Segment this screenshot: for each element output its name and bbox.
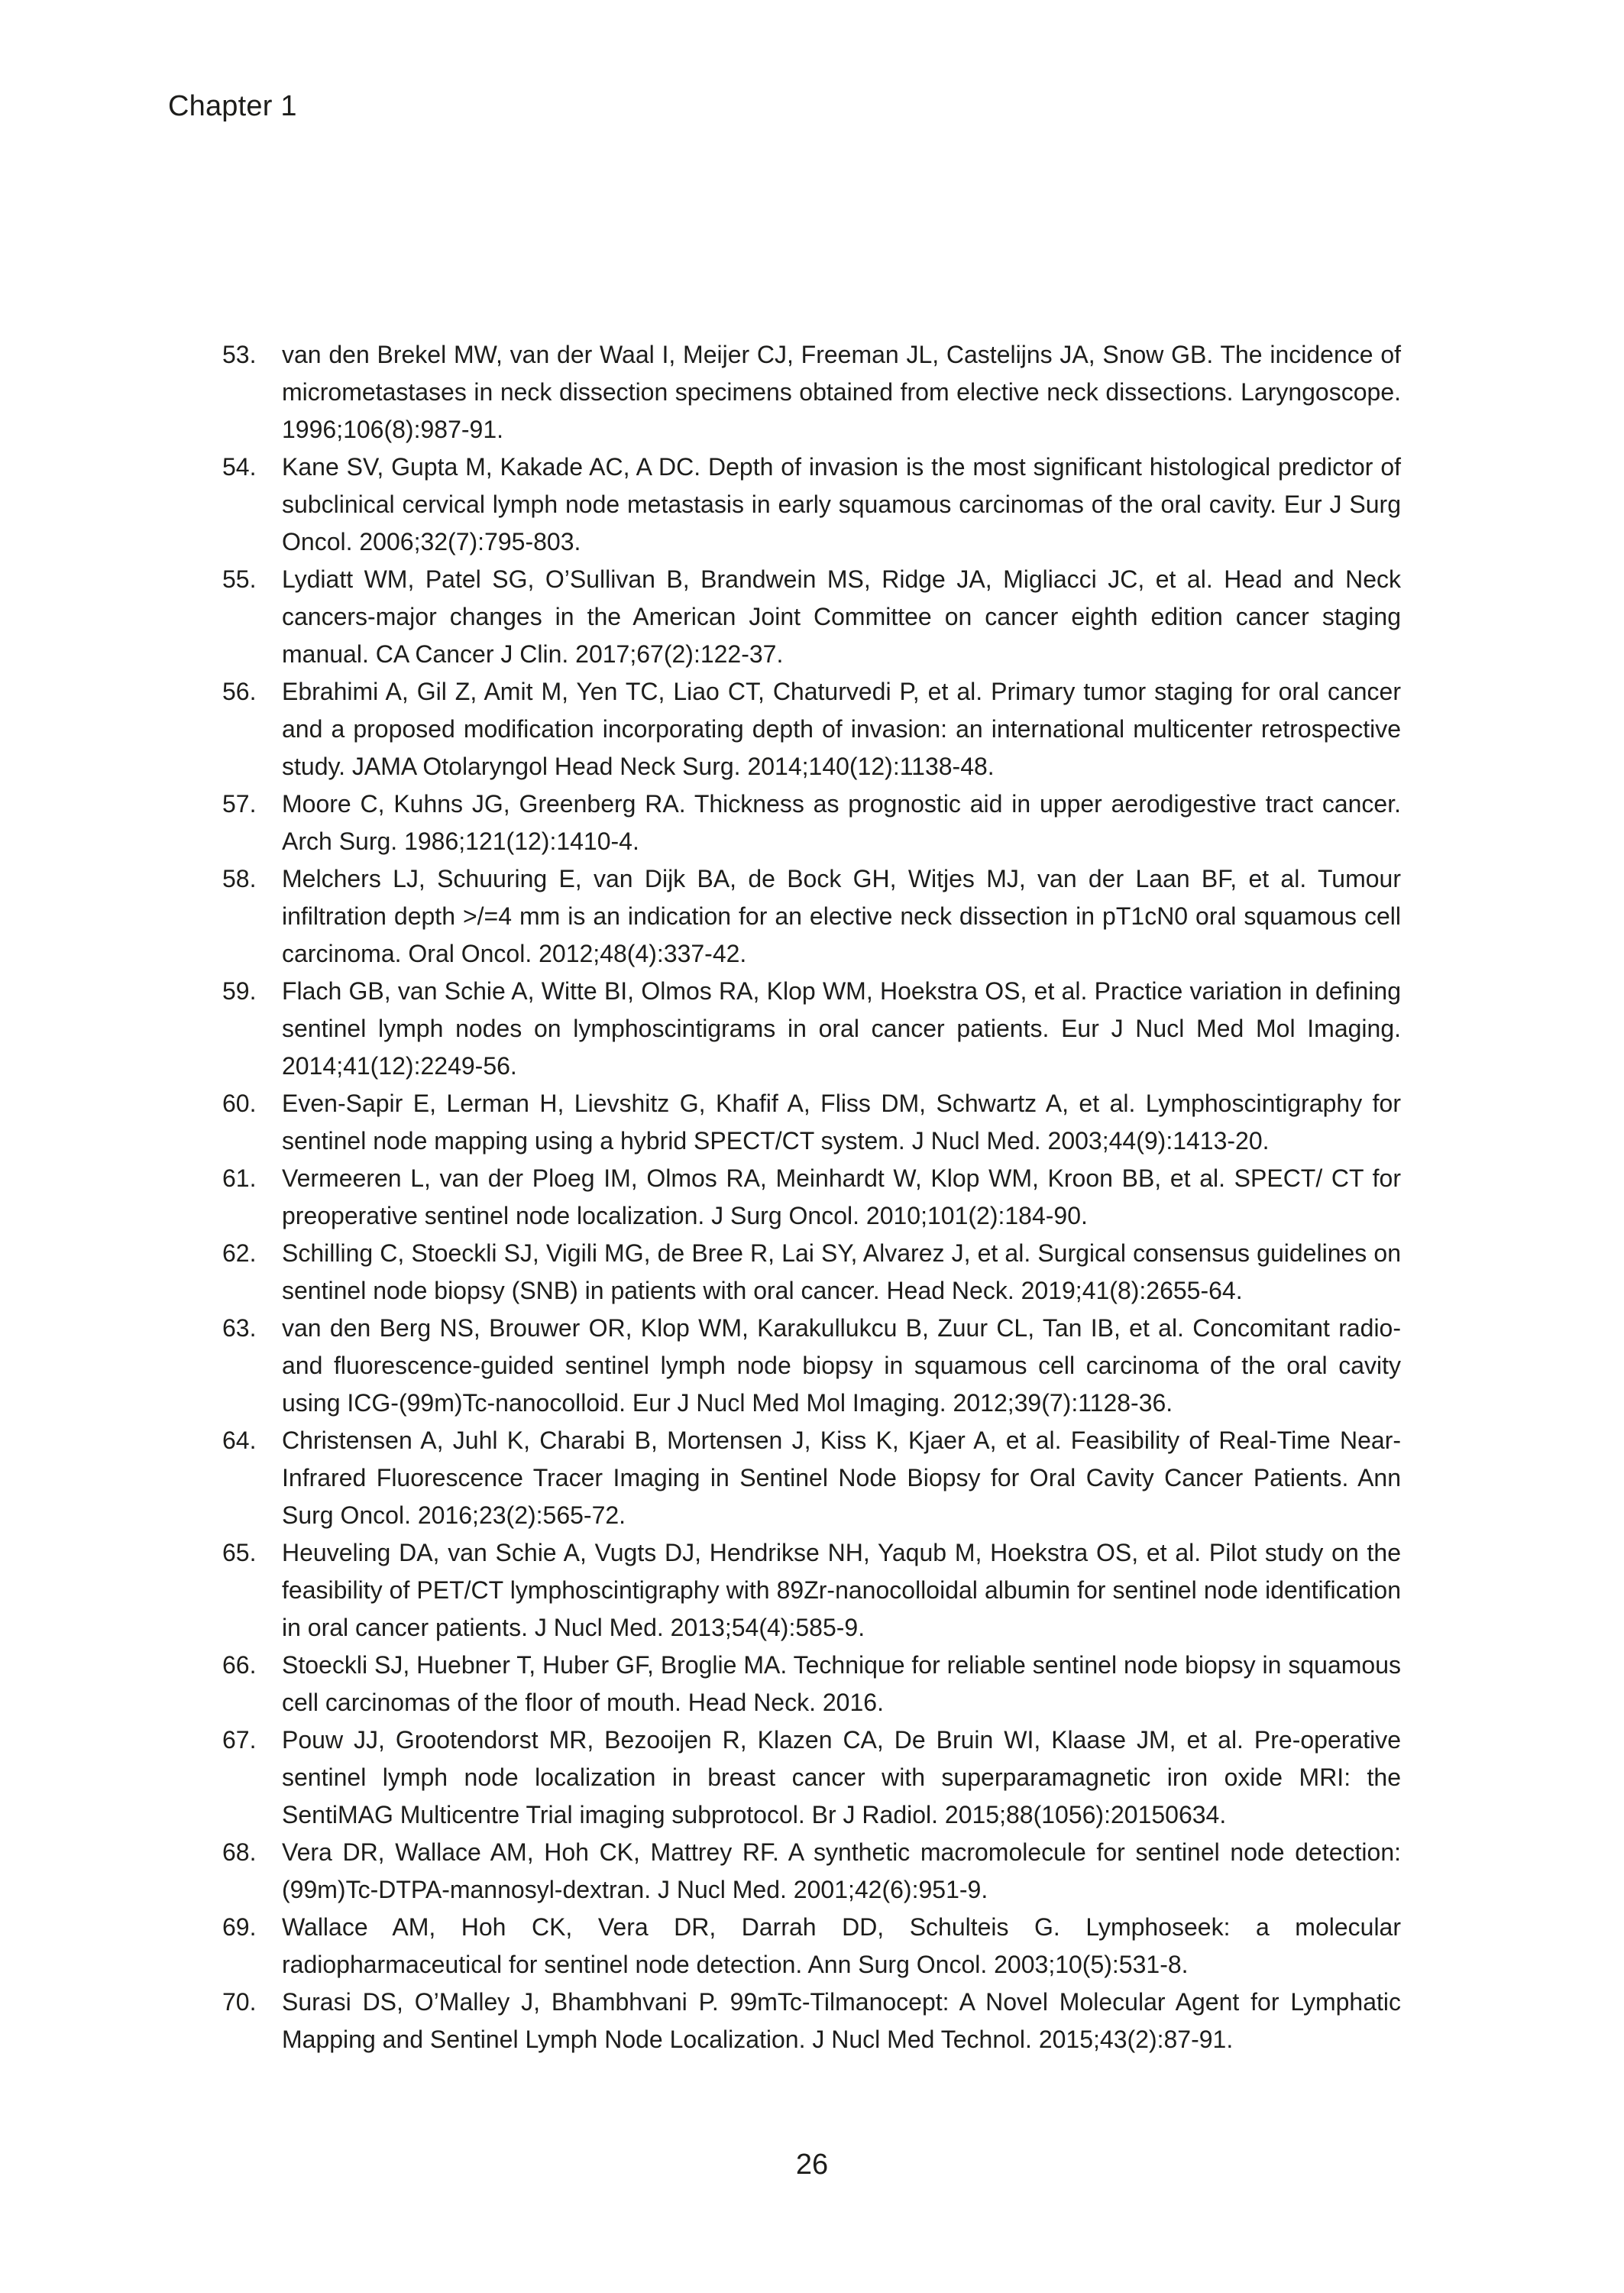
reference-item <box>222 973 1401 1085</box>
reference-item <box>222 1235 1401 1310</box>
reference-number: 60. <box>222 1090 257 1117</box>
reference-number: 68. <box>222 1838 257 1866</box>
reference-number: 70. <box>222 1988 257 2016</box>
reference-number: 64. <box>222 1427 257 1454</box>
reference-item <box>222 1647 1401 1721</box>
reference-item <box>222 1085 1401 1160</box>
reference-number: 58. <box>222 865 257 892</box>
reference-text: van den Berg NS, Brouwer OR, Klop WM, Karakullukcu B, Zuur CL, Tan IB, et al. Concomitant radio- and fluorescence-guided sentinel lymph node biopsy in squamous cell carcinoma of the oral cavity using ICG-(99m)Tc-nanocolloid. Eur J Nucl Med Mol Imaging. 2012;39(7):1128-36. <box>282 1314 1401 1417</box>
reference-item <box>222 1721 1401 1834</box>
reference-item <box>222 1422 1401 1534</box>
reference-text: Lydiatt WM, Patel SG, O’Sullivan B, Brandwein MS, Ridge JA, Migliacci JC, et al. Head and Neck cancers-major changes in the American Joint Committee on cancer eighth edition cancer staging manual. CA Cancer J Clin. 2017;67(2):122-37. <box>282 565 1401 668</box>
reference-item <box>222 1310 1401 1422</box>
reference-text: Schilling C, Stoeckli SJ, Vigili MG, de Bree R, Lai SY, Alvarez J, et al. Surgical consensus guidelines on sentinel node biopsy (SNB) in patients with oral cancer. Head Neck. 2019;41(8):2655-64. <box>282 1239 1401 1304</box>
reference-text: Vermeeren L, van der Ploeg IM, Olmos RA, Meinhardt W, Klop WM, Kroon BB, et al. SPECT/ CT for preoperative sentinel node localization. J Surg Oncol. 2010;101(2):184-90. <box>282 1164 1401 1229</box>
reference-item <box>222 785 1401 860</box>
reference-item <box>222 1534 1401 1647</box>
reference-text: Flach GB, van Schie A, Witte BI, Olmos RA, Klop WM, Hoekstra OS, et al. Practice variation in defining sentinel lymph nodes on lymphoscintigrams in oral cancer patients. Eur J Nucl Med Mol Imaging. 2014;41(12):2249-56. <box>282 977 1401 1080</box>
reference-item <box>222 1160 1401 1235</box>
reference-item <box>222 1909 1401 1984</box>
page-number: 26 <box>795 2149 829 2181</box>
reference-text: Melchers LJ, Schuuring E, van Dijk BA, de Bock GH, Witjes MJ, van der Laan BF, et al. Tumour infiltration depth >/=4 mm is an indication for an elective neck dissection in pT1cN0 oral squamous cell carcinoma. Oral Oncol. 2012;48(4):337-42. <box>282 865 1401 967</box>
reference-item <box>222 673 1401 785</box>
reference-text: Kane SV, Gupta M, Kakade AC, A DC. Depth of invasion is the most significant histological predictor of subclinical cervical lymph node metastasis in early squamous carcinomas of the oral cavity. Eur J Surg Oncol. 2006;32(7):795-803. <box>282 453 1401 555</box>
reference-number: 54. <box>222 453 257 481</box>
reference-text: Christensen A, Juhl K, Charabi B, Mortensen J, Kiss K, Kjaer A, et al. Feasibility of Real-Time Near-Infrared Fluorescence Tracer Imaging in Sentinel Node Biopsy for Oral Cavity Cancer Patients. Ann Surg Oncol. 2016;23(2):565-72. <box>282 1427 1401 1529</box>
reference-text: Surasi DS, O’Malley J, Bhambhvani P. 99mTc-Tilmanocept: A Novel Molecular Agent for Lymphatic Mapping and Sentinel Lymph Node Localization. J Nucl Med Technol. 2015;43(2):87-91. <box>282 1988 1401 2053</box>
reference-number: 61. <box>222 1164 257 1192</box>
running-header: Chapter 1 <box>168 90 297 122</box>
reference-text: Moore C, Kuhns JG, Greenberg RA. Thickness as prognostic aid in upper aerodigestive tract cancer. Arch Surg. 1986;121(12):1410-4. <box>282 790 1401 855</box>
reference-number: 69. <box>222 1913 257 1941</box>
reference-number: 53. <box>222 341 257 368</box>
reference-item <box>222 449 1401 561</box>
reference-list <box>222 336 1401 2058</box>
reference-number: 63. <box>222 1314 257 1342</box>
reference-number: 57. <box>222 790 257 818</box>
reference-text: Even-Sapir E, Lerman H, Lievshitz G, Khafif A, Fliss DM, Schwartz A, et al. Lymphoscintigraphy for sentinel node mapping using a hybrid SPECT/CT system. J Nucl Med. 2003;44(9):1413-20. <box>282 1090 1401 1155</box>
reference-text: Pouw JJ, Grootendorst MR, Bezooijen R, Klazen CA, De Bruin WI, Klaase JM, et al. Pre-operative sentinel lymph node localization in breast cancer with superparamagnetic iron oxide MRI: the SentiMAG Multicentre Trial imaging subprotocol. Br J Radiol. 2015;88(1056):20150634. <box>282 1726 1401 1828</box>
reference-number: 62. <box>222 1239 257 1267</box>
reference-text: van den Brekel MW, van der Waal I, Meijer CJ, Freeman JL, Castelijns JA, Snow GB. The incidence of micrometastases in neck dissection specimens obtained from elective neck dissections. Laryngoscope. 1996;106(8):987-91. <box>282 341 1401 443</box>
reference-text: Ebrahimi A, Gil Z, Amit M, Yen TC, Liao CT, Chaturvedi P, et al. Primary tumor staging for oral cancer and a proposed modification incorporating depth of invasion: an international multicenter retrospective study. JAMA Otolaryngol Head Neck Surg. 2014;140(12):1138-48. <box>282 678 1401 780</box>
reference-number: 59. <box>222 977 257 1005</box>
reference-number: 55. <box>222 565 257 593</box>
reference-item <box>222 860 1401 973</box>
reference-text: Vera DR, Wallace AM, Hoh CK, Mattrey RF. A synthetic macromolecule for sentinel node detection: (99m)Tc-DTPA-mannosyl-dextran. J Nucl Med. 2001;42(6):951-9. <box>282 1838 1401 1903</box>
reference-item <box>222 1984 1401 2058</box>
reference-text: Wallace AM, Hoh CK, Vera DR, Darrah DD, Schulteis G. Lymphoseek: a molecular radiopharmaceutical for sentinel node detection. Ann Surg Oncol. 2003;10(5):531-8. <box>282 1913 1401 1978</box>
reference-number: 65. <box>222 1539 257 1566</box>
reference-number: 67. <box>222 1726 257 1754</box>
reference-number: 66. <box>222 1651 257 1679</box>
reference-number: 56. <box>222 678 257 705</box>
reference-item <box>222 561 1401 673</box>
reference-text: Stoeckli SJ, Huebner T, Huber GF, Broglie MA. Technique for reliable sentinel node biopsy in squamous cell carcinomas of the floor of mouth. Head Neck. 2016. <box>282 1651 1401 1716</box>
reference-text: Heuveling DA, van Schie A, Vugts DJ, Hendrikse NH, Yaqub M, Hoekstra OS, et al. Pilot study on the feasibility of PET/CT lymphoscintigraphy with 89Zr-nanocolloidal albumin for sentinel node identification in oral cancer patients. J Nucl Med. 2013;54(4):585-9. <box>282 1539 1401 1641</box>
reference-item <box>222 336 1401 449</box>
reference-item <box>222 1834 1401 1909</box>
